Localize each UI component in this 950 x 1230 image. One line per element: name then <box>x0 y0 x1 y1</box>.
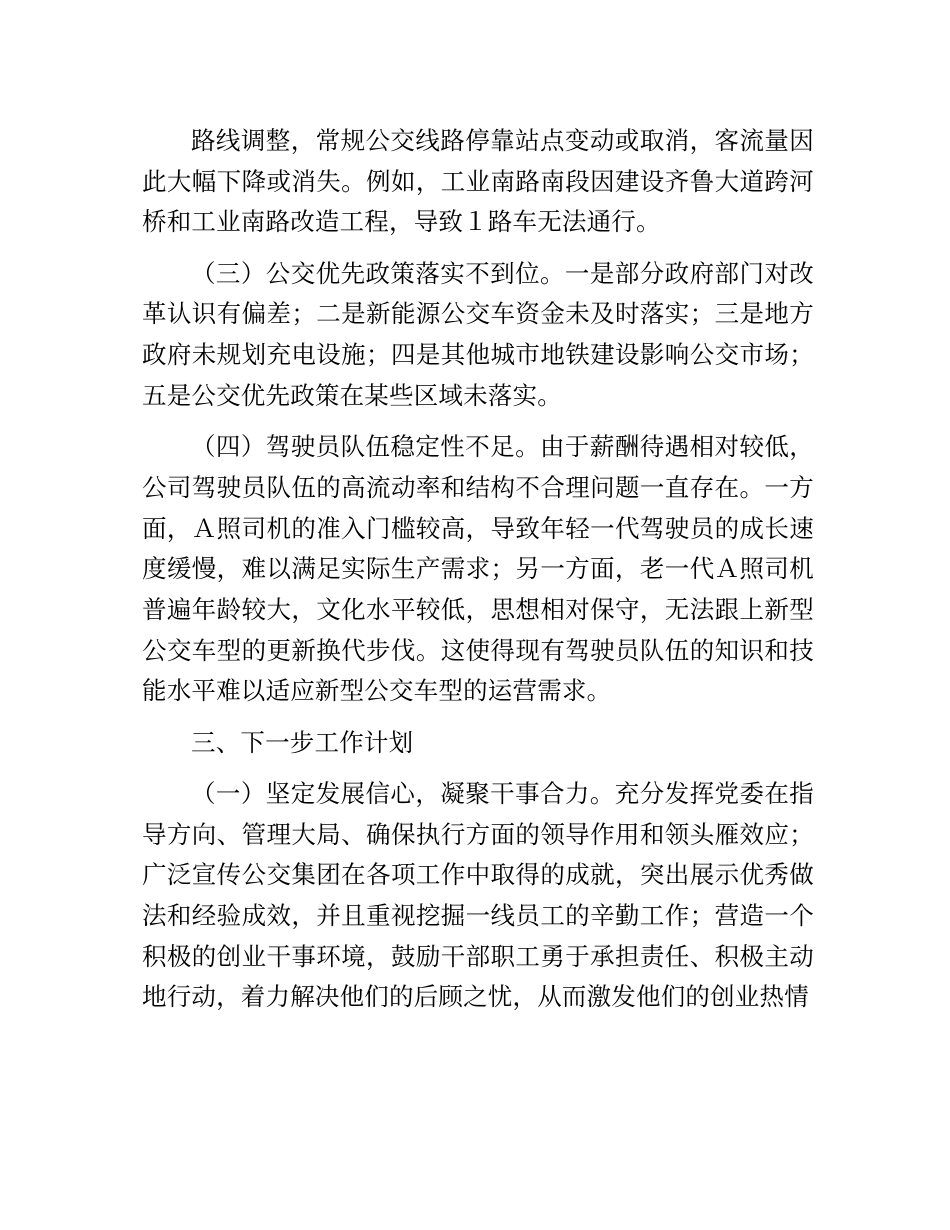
document-body <box>142 121 814 1018</box>
paragraph-development-confidence: （一）坚定发展信心，凝聚干事合力。充分发挥党委在指导方向、管理大局、确保执行方面的领导作用和领头雁效应；广泛宣传公交集团在各项工作中取得的成就，突出展示优秀做法和经验成效，并且重视挖掘一线员工的辛勤工作；营造一个积极的创业干事环境，鼓励干部职工勇于承担责任、积极主动地行动，着力解决他们的后顾之忧，从而激发他们的创业热情 <box>142 778 814 1012</box>
section-heading-next-steps: 三、下一步工作计划 <box>191 727 414 757</box>
paragraph-route-adjustment: 路线调整，常规公交线路停靠站点变动或取消，客流量因此大幅下降或消失。例如，工业南路南段因建设齐鲁大道跨河桥和工业南路改造工程，导致１路车无法通行。 <box>142 126 814 237</box>
paragraph-bus-priority-policy: （三）公交优先政策落实不到位。一是部分政府部门对改革认识有偏差；二是新能源公交车资金未及时落实；三是地方政府未规划充电设施；四是其他城市地铁建设影响公交市场；五是公交优先政策在某些区域未落实。 <box>142 258 814 410</box>
paragraph-driver-stability: （四）驾驶员队伍稳定性不足。由于薪酬待遇相对较低，公司驾驶员队伍的高流动率和结构不合理问题一直存在。一方面，Ａ照司机的准入门槛较高，导致年轻一代驾驶员的成长速度缓慢，难以满足实际生产需求；另一方面，老一代Ａ照司机普遍年龄较大，文化水平较低，思想相对保守，无法跟上新型公交车型的更新换代步伐。这使得现有驾驶员队伍的知识和技能水平难以适应新型公交车型的运营需求。 <box>142 432 814 706</box>
